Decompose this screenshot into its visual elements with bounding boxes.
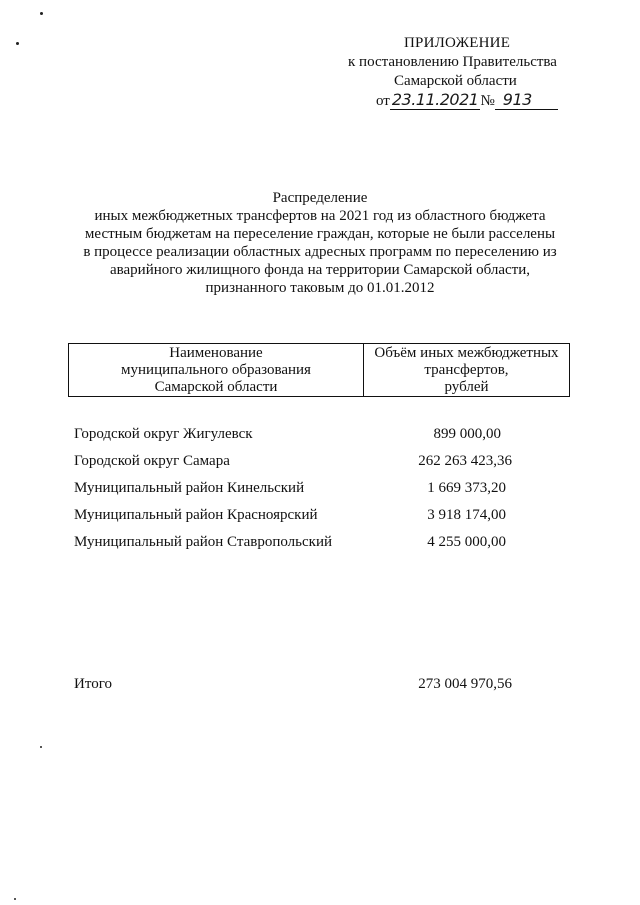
transfer-amount: 4 255 000,00 xyxy=(427,534,506,550)
heading-line: аварийного жилищного фонда на территории Самарской области, xyxy=(109,262,530,278)
appendix-title: ПРИЛОЖЕНИЕ xyxy=(404,35,511,51)
heading-line: Распределение xyxy=(272,190,368,206)
table-row xyxy=(74,478,574,505)
municipality-name: Муниципальный район Красноярский xyxy=(74,507,318,523)
scan-speck xyxy=(40,746,42,748)
total-label: Итого xyxy=(74,676,112,692)
table-body xyxy=(74,424,574,559)
table-row xyxy=(74,424,574,451)
header-line: рублей xyxy=(444,379,489,395)
total-amount: 273 004 970,56 xyxy=(418,676,512,692)
appendix-region: Самарской области xyxy=(394,73,517,89)
header-municipality xyxy=(69,344,364,396)
header-line: Самарской области xyxy=(154,379,278,395)
table-header xyxy=(68,343,570,397)
header-line: Наименование xyxy=(169,345,263,361)
handwritten-date: 23.11.2021 xyxy=(391,90,479,109)
municipality-name: Городской округ Жигулевск xyxy=(74,426,253,442)
table-row xyxy=(74,451,574,478)
document-heading xyxy=(60,189,580,297)
municipality-name: Городской округ Самара xyxy=(74,453,230,469)
municipality-name: Муниципальный район Кинельский xyxy=(74,480,305,496)
handwritten-number: 913 xyxy=(495,90,558,110)
appendix-decree: к постановлению Правительства xyxy=(348,54,557,70)
table-row xyxy=(74,505,574,532)
heading-line: в процессе реализации областных адресных программ по переселению из xyxy=(83,244,557,260)
heading-line: местным бюджетам на переселение граждан, которые не были расселены xyxy=(84,226,556,242)
header-amount xyxy=(364,344,569,396)
header-line: Объём иных межбюджетных xyxy=(374,345,559,361)
heading-line: иных межбюджетных трансфертов на 2021 год из областного бюджета xyxy=(94,208,546,224)
scan-speck xyxy=(40,12,43,15)
scan-speck xyxy=(16,42,19,45)
appendix-date-row xyxy=(376,90,558,111)
scan-speck xyxy=(14,898,16,900)
heading-line: признанного таковым до 01.01.2012 xyxy=(205,280,435,296)
municipality-name: Муниципальный район Ставропольский xyxy=(74,534,333,550)
transfer-amount: 899 000,00 xyxy=(433,426,501,442)
header-line: трансфертов, xyxy=(424,362,509,378)
number-prefix: № xyxy=(480,93,495,109)
transfer-amount: 3 918 174,00 xyxy=(427,507,506,523)
date-prefix: от xyxy=(376,93,390,109)
header-line: муниципального образования xyxy=(121,362,311,378)
transfer-amount: 262 263 423,36 xyxy=(418,453,512,469)
table-row xyxy=(74,532,574,559)
transfer-amount: 1 669 373,20 xyxy=(427,480,506,496)
